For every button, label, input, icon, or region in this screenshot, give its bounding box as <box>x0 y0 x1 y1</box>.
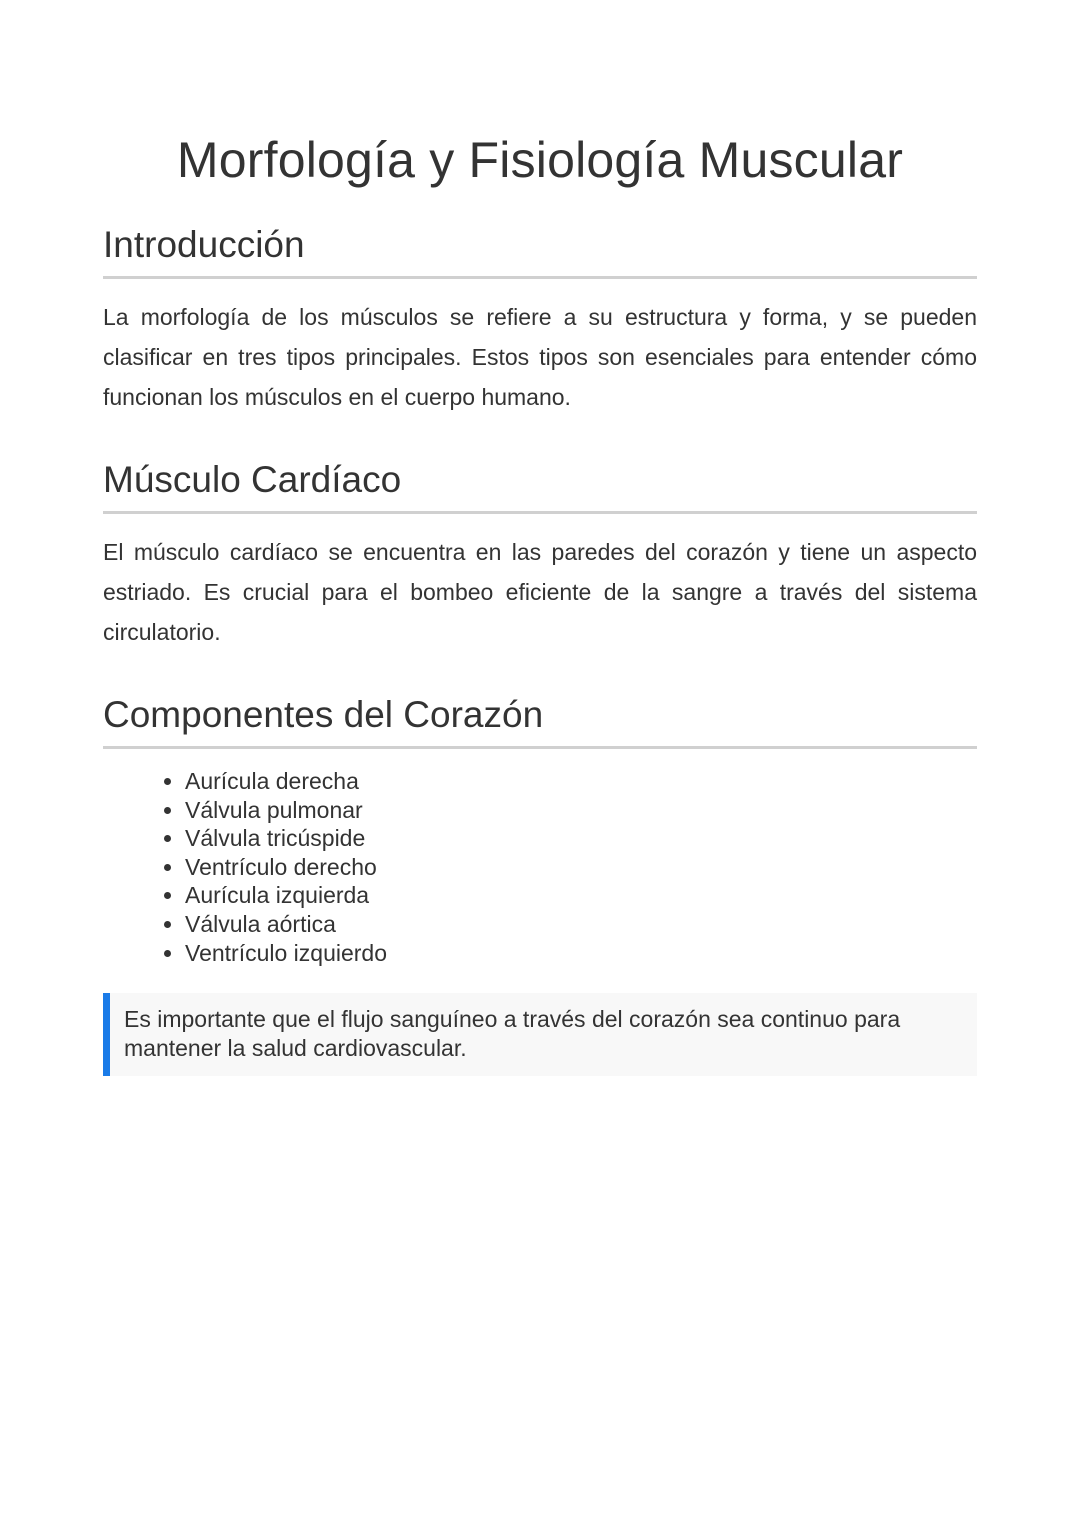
section-heading: Componentes del Corazón <box>103 692 977 749</box>
section-musculo-cardiaco <box>103 457 977 652</box>
list-item: • Ventrículo derecho <box>185 853 977 882</box>
list-item: • Válvula tricúspide <box>185 824 977 853</box>
page-title: Morfología y Fisiología Muscular <box>176 132 904 188</box>
list-item: • Aurícula derecha <box>185 767 977 796</box>
note-callout: Es importante que el flujo sanguíneo a través del corazón sea continuo para mantener la salud cardiovascular. <box>103 993 977 1076</box>
section-paragraph: El músculo cardíaco se encuentra en las paredes del corazón y tiene un aspecto estriado. Es crucial para el bombeo eficiente de la sangre a través del sistema circulatorio. <box>103 539 977 645</box>
section-heading: Músculo Cardíaco <box>103 457 977 514</box>
list-item: • Válvula aórtica <box>185 910 977 939</box>
section-heading: Introducción <box>103 222 977 279</box>
section-introduccion <box>103 222 977 417</box>
list-item: • Válvula pulmonar <box>185 796 977 825</box>
list-item: • Aurícula izquierda <box>185 881 977 910</box>
section-paragraph: La morfología de los músculos se refiere a su estructura y forma, y se pueden clasificar en tres tipos principales. Estos tipos son esenciales para entender cómo funcionan los músculos en el cuerpo humano. <box>103 304 977 410</box>
section-componentes-corazon <box>103 692 977 1076</box>
components-list <box>103 767 977 967</box>
list-item: • Ventrículo izquierdo <box>185 939 977 968</box>
